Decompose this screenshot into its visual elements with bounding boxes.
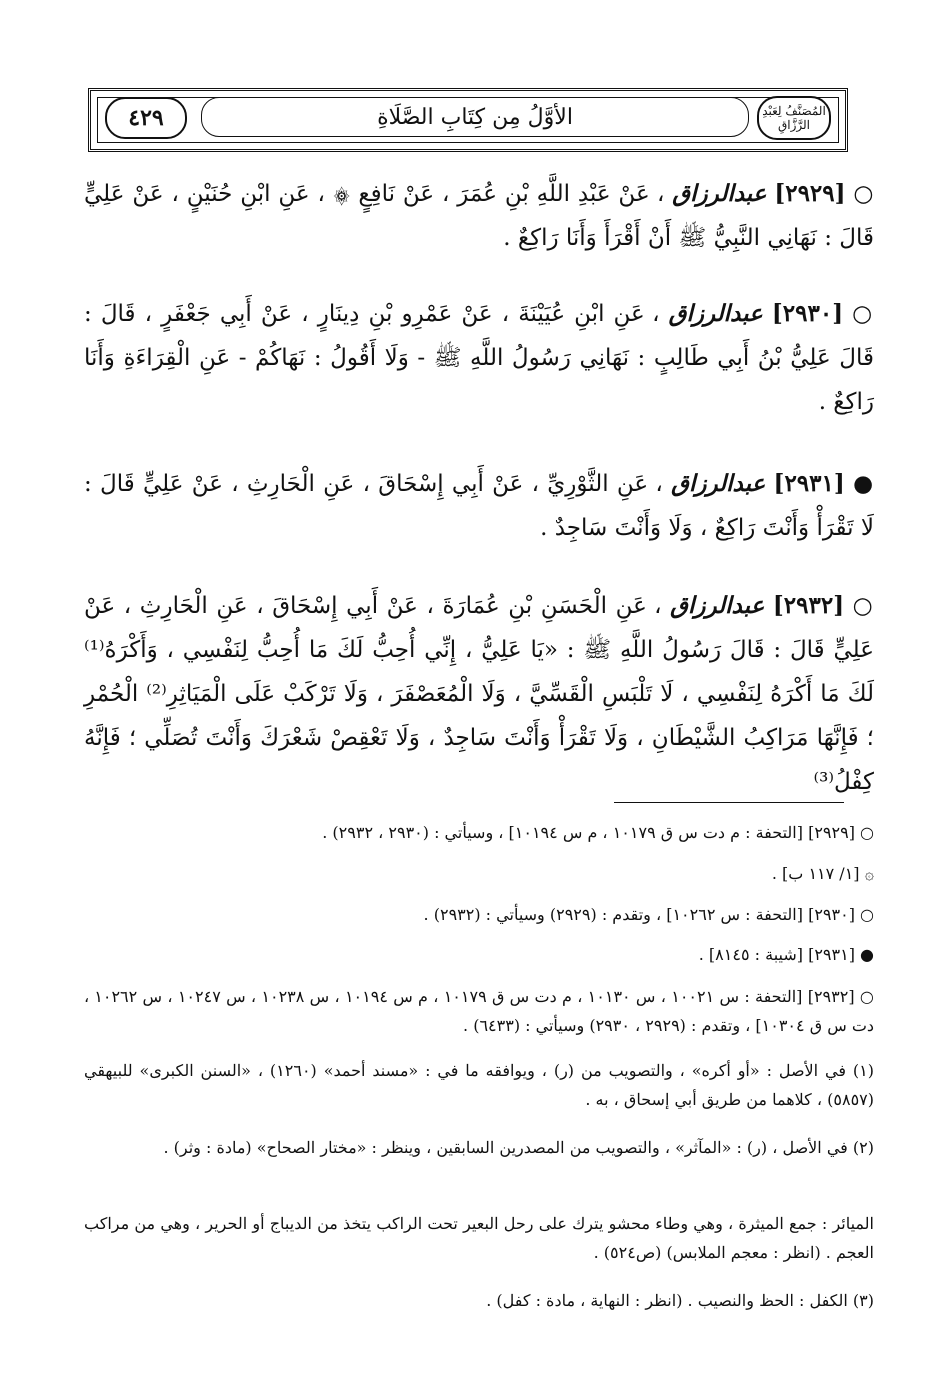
hadith-text: ، عَنِ ابْنِ عُيَيْنَةَ ، عَنْ عَمْرِو بْنِ دِينَارٍ ، عَنْ أَبِي جَعْفَرٍ ، قَالَ : قَالَ عَلِيُّ بْنُ أَبِي طَالِبٍ : نَهَانِي رَسُولُ اللَّهِ ﷺ - وَلَا أَقُولُ : نَهَاكُمْ - عَنِ الْقِرَاءَةِ وَأَنَا رَاكِعٌ . [84,301,874,415]
footnote-2: (٢) في الأصل ، (ر) : «المآثر» ، والتصويب من المصدرين السابقين ، وينظر : «مختار الصحاح» (مادة : وثر) . [163,1138,874,1157]
footnote-separator [614,802,844,803]
hadith-text: ، عَنِ الثَّوْرِيِّ ، عَنْ أَبِي إِسْحَاقَ ، عَنِ الْحَارِثِ ، عَنْ عَلِيٍّ قَالَ : لَا تَقْرَأْ وَأَنْتَ رَاكِعٌ ، وَلَا وَأَنْتَ سَاجِدٌ . [84,471,874,541]
book-logo: المُصَنَّفُ لِعَبْدِ الرَّزَّاقِ [757,96,831,140]
hadith-2930 [84,292,874,424]
footnote-takhrij-2929: ○ [٢٩٢٩] [التحفة : م دت س ق ١٠١٧٩ ، م س ١٠١٩٤] ، وسيأتي : (٢٩٣٠ ، ٢٩٣٢) . [322,823,874,842]
hadith-marker: ○ [853,181,875,207]
footnote-folio: ۞ [١/ ١١٧ ب] . [771,864,874,883]
hadith-2932 [84,584,874,804]
hadith-text: ، عَنِ الْحَسَنِ بْنِ عُمَارَةَ ، عَنْ أَبِي إِسْحَاقَ ، عَنِ الْحَارِثِ ، عَنْ عَلِيٍّ قَالَ : قَالَ رَسُولُ اللَّهِ ﷺ : «يَا عَلِيُّ ، إِنِّي أُحِبُّ لَكَ مَا أُحِبُّ لِنَفْسِي ، وَأَكْرَهُ⁽¹⁾ لَكَ مَا أَكْرَهُ لِنَفْسِي ، لَا تَلْبَسِ الْقَسِّيَّ ، وَلَا الْمُعَصْفَرَ ، وَلَا تَرْكَبْ عَلَى الْمَيَاثِرِ⁽²⁾ الْحُمْرِ ؛ فَإِنَّهَا مَرَاكِبُ الشَّيْطَانِ ، وَلَا تَقْرَأْ وَأَنْتَ سَاجِدٌ ، وَلَا تَعْقِصْ شَعْرَكَ وَأَنْتَ تُصَلِّي ؛ فَإِنَّهُ كِفْلُ⁽³⁾ [84,593,874,795]
hadith-marker: ○ [852,301,875,327]
page-header [88,88,848,152]
hadith-narrator: عبدالرزاق [672,180,767,207]
hadith-narrator: عبدالرزاق [671,470,766,497]
hadith-number: [٢٩٣٠] [771,300,844,327]
hadith-narrator: عبدالرزاق [670,592,765,619]
running-title: الأوَّلُ مِن كِتَابِ الصَّلَاةِ [201,97,749,137]
hadith-2929 [84,172,874,260]
footnote-1: (١) في الأصل : «أو أكره» ، والتصويب من (ر) ، ويوافقه ما في : «مسند أحمد» (١٢٦٠) ، «السنن الكبرى» للبيهقي (٥٨٥٧) ، كلاهما من طريق أبي إسحاق ، به . [84,1061,875,1109]
hadith-narrator: عبدالرزاق [668,300,763,327]
footnote-takhrij-2932: ○ [٢٩٣٢] [التحفة : س ١٠٠٢١ ، س ١٠١٣٠ ، م دت س ق ١٠١٧٩ ، م س ١٠١٩٤ ، س ١٠٢٣٨ ، س ١٠٢٤٧ ، س ١٠٢٦٢ ، دت س ق ١٠٣٠٤] ، وتقدم : (٢٩٢٩ ، ٢٩٣٠) وسيأتي : (٦٤٣٣) . [84,987,875,1035]
hadith-text: ، عَنْ عَبْدِ اللَّهِ بْنِ عُمَرَ ، عَنْ نَافِعٍ ۞ ، عَنِ ابْنِ حُنَيْنٍ ، عَنْ عَلِيٍّ قَالَ : نَهَانِي النَّبِيُّ ﷺ أَنْ أَقْرَأَ وَأَنَا رَاكِعٌ . [84,181,874,251]
hadith-number: [٢٩٢٩] [774,180,846,207]
footnote-takhrij-2931: ● [٢٩٣١] [شيبة : ٨١٤٥] . [698,945,874,964]
page-number: ٤٢٩ [105,97,187,139]
hadith-number: [٢٩٣٢] [772,592,845,619]
hadith-marker: ○ [852,593,874,619]
hadith-number: [٢٩٣١] [773,470,845,497]
hadith-2931 [84,462,874,550]
footnote-mayathir: الميائر : جمع الميثرة ، وهي وطاء محشو يترك على رحل البعير تحت الراكب يتخذ من الديباج أو الحرير ، وهي من مراكب العجم . (انظر : معجم الملابس) (ص٥٢٤) . [84,1214,874,1262]
hadith-marker: ● [853,471,875,497]
footnote-takhrij-2930: ○ [٢٩٣٠] [التحفة : س ١٠٢٦٢] ، وتقدم : (٢٩٢٩) وسيأتي : (٢٩٣٢) . [423,905,874,924]
footnote-3: (٣) الكفل : الحظ والنصيب . (انظر : النهاية ، مادة : كفل) . [486,1291,874,1310]
